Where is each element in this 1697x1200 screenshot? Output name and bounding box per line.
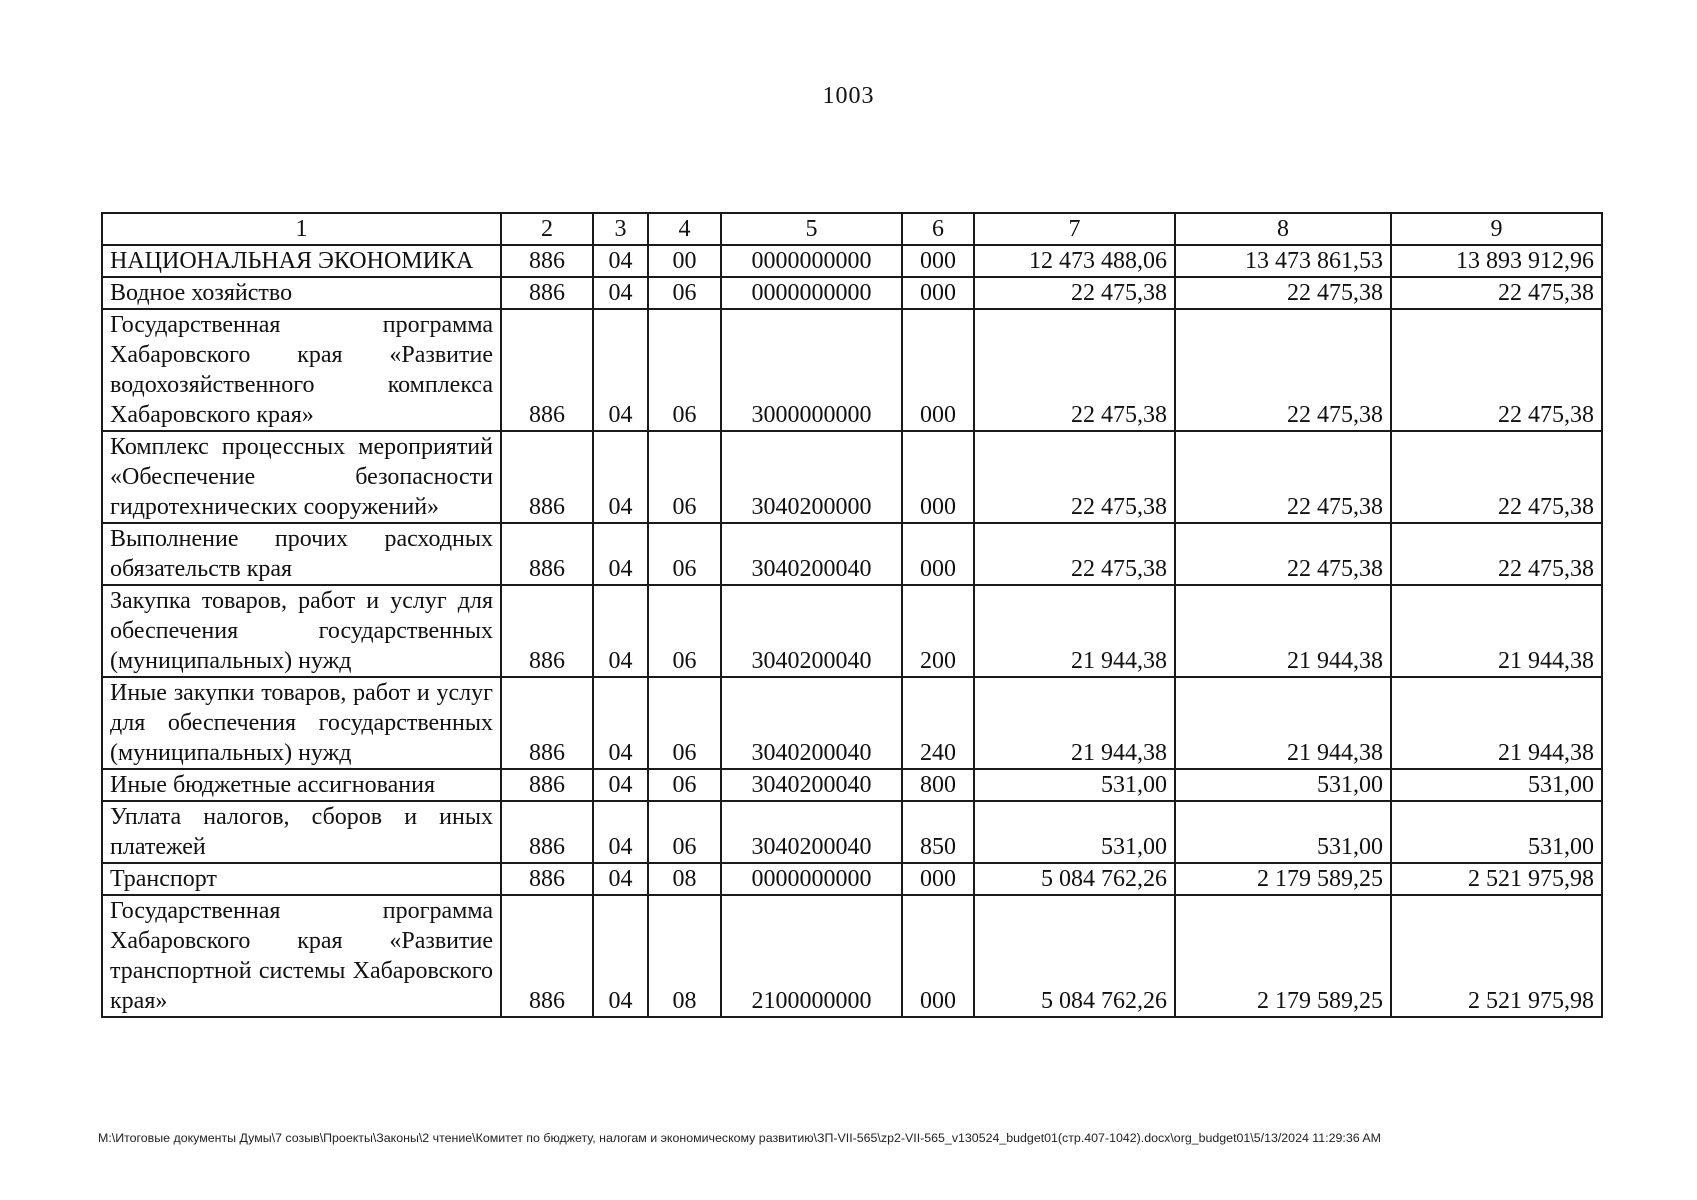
row-amount-cell: 2 521 975,98 [1391, 863, 1602, 895]
row-amount-cell: 2 521 975,98 [1391, 895, 1602, 1017]
table-row [102, 523, 1602, 585]
table-row [102, 431, 1602, 523]
row-code-cell: 3040200040 [721, 677, 902, 769]
row-amount-cell: 531,00 [1391, 769, 1602, 801]
row-code-cell: 08 [648, 895, 721, 1017]
row-code-cell: 0000000000 [721, 245, 902, 277]
row-amount-cell: 22 475,38 [1175, 309, 1391, 431]
row-code-cell: 3000000000 [721, 309, 902, 431]
row-amount-cell: 22 475,38 [1175, 277, 1391, 309]
row-code-cell: 3040200040 [721, 523, 902, 585]
row-amount-cell: 21 944,38 [974, 677, 1175, 769]
row-code-cell: 886 [501, 863, 593, 895]
row-code-cell: 04 [593, 431, 648, 523]
row-code-cell: 3040200040 [721, 585, 902, 677]
row-code-cell: 000 [902, 245, 974, 277]
row-code-cell: 06 [648, 277, 721, 309]
row-amount-cell: 22 475,38 [1175, 431, 1391, 523]
row-amount-cell: 21 944,38 [974, 585, 1175, 677]
row-amount-cell: 21 944,38 [1391, 585, 1602, 677]
row-amount-cell: 22 475,38 [1391, 277, 1602, 309]
row-code-cell: 04 [593, 523, 648, 585]
row-name-cell: Выполнение прочих расходных обязательств края [102, 523, 501, 585]
row-code-cell: 000 [902, 431, 974, 523]
row-code-cell: 06 [648, 801, 721, 863]
row-code-cell: 06 [648, 309, 721, 431]
row-name-cell: Иные бюджетные ассигнования [102, 769, 501, 801]
row-amount-cell: 22 475,38 [1175, 523, 1391, 585]
row-amount-cell: 2 179 589,25 [1175, 895, 1391, 1017]
row-code-cell: 800 [902, 769, 974, 801]
table-row [102, 677, 1602, 769]
table-row [102, 895, 1602, 1017]
row-amount-cell: 22 475,38 [974, 523, 1175, 585]
table-row [102, 801, 1602, 863]
row-code-cell: 886 [501, 677, 593, 769]
row-amount-cell: 22 475,38 [1391, 431, 1602, 523]
table-row [102, 309, 1602, 431]
row-code-cell: 04 [593, 801, 648, 863]
row-code-cell: 0000000000 [721, 277, 902, 309]
table-row [102, 245, 1602, 277]
row-code-cell: 886 [501, 245, 593, 277]
table-row [102, 585, 1602, 677]
row-code-cell: 240 [902, 677, 974, 769]
row-code-cell: 000 [902, 863, 974, 895]
row-amount-cell: 13 893 912,96 [1391, 245, 1602, 277]
row-code-cell: 04 [593, 895, 648, 1017]
row-name-cell: Уплата налогов, сборов и иных платежей [102, 801, 501, 863]
row-code-cell: 04 [593, 309, 648, 431]
row-code-cell: 886 [501, 523, 593, 585]
row-code-cell: 886 [501, 309, 593, 431]
row-code-cell: 08 [648, 863, 721, 895]
row-code-cell: 000 [902, 523, 974, 585]
row-amount-cell: 22 475,38 [974, 431, 1175, 523]
row-code-cell: 886 [501, 585, 593, 677]
row-code-cell: 06 [648, 585, 721, 677]
row-code-cell: 850 [902, 801, 974, 863]
row-amount-cell: 2 179 589,25 [1175, 863, 1391, 895]
header-cell: 8 [1175, 213, 1391, 245]
row-code-cell: 886 [501, 277, 593, 309]
row-name-cell: НАЦИОНАЛЬНАЯ ЭКОНОМИКА [102, 245, 501, 277]
row-name-cell: Водное хозяйство [102, 277, 501, 309]
row-amount-cell: 12 473 488,06 [974, 245, 1175, 277]
row-code-cell: 000 [902, 277, 974, 309]
row-name-cell: Комплекс процессных мероприятий «Обеспечение безопасности гидротехнических сооружений» [102, 431, 501, 523]
header-cell: 2 [501, 213, 593, 245]
row-code-cell: 886 [501, 431, 593, 523]
row-code-cell: 3040200000 [721, 431, 902, 523]
table-row [102, 277, 1602, 309]
header-cell: 7 [974, 213, 1175, 245]
row-name-cell: Транспорт [102, 863, 501, 895]
row-code-cell: 04 [593, 585, 648, 677]
row-amount-cell: 531,00 [974, 801, 1175, 863]
row-code-cell: 886 [501, 769, 593, 801]
row-code-cell: 000 [902, 309, 974, 431]
row-code-cell: 000 [902, 895, 974, 1017]
row-amount-cell: 22 475,38 [974, 309, 1175, 431]
row-code-cell: 3040200040 [721, 801, 902, 863]
row-amount-cell: 22 475,38 [1391, 523, 1602, 585]
header-cell: 1 [102, 213, 501, 245]
row-name-cell: Государственная программа Хабаровского края «Развитие водохозяйственного комплекса Хабаровского края» [102, 309, 501, 431]
header-cell: 3 [593, 213, 648, 245]
row-code-cell: 2100000000 [721, 895, 902, 1017]
row-code-cell: 06 [648, 769, 721, 801]
row-code-cell: 06 [648, 523, 721, 585]
row-code-cell: 0000000000 [721, 863, 902, 895]
budget-table [101, 212, 1603, 1018]
header-cell: 9 [1391, 213, 1602, 245]
row-code-cell: 3040200040 [721, 769, 902, 801]
row-code-cell: 886 [501, 801, 593, 863]
row-amount-cell: 531,00 [1391, 801, 1602, 863]
table-header-row [102, 213, 1602, 245]
header-cell: 4 [648, 213, 721, 245]
footer-file-path: М:\Итоговые документы Думы\7 созыв\Проекты\Законы\2 чтение\Комитет по бюджету, налогам и экономическому развитию\ЗП-VII-565\zp2-VII-565_v130524_budget01(стр.407-1042).docx\org_budget01\5/13/2024 11:29:36 AM [98, 1131, 1381, 1145]
row-amount-cell: 21 944,38 [1175, 677, 1391, 769]
row-amount-cell: 531,00 [1175, 769, 1391, 801]
row-amount-cell: 21 944,38 [1391, 677, 1602, 769]
header-cell: 6 [902, 213, 974, 245]
row-code-cell: 00 [648, 245, 721, 277]
row-code-cell: 04 [593, 769, 648, 801]
row-name-cell: Иные закупки товаров, работ и услуг для обеспечения государственных (муниципальных) нужд [102, 677, 501, 769]
row-amount-cell: 21 944,38 [1175, 585, 1391, 677]
row-amount-cell: 22 475,38 [974, 277, 1175, 309]
row-code-cell: 04 [593, 677, 648, 769]
page-number: 1003 [822, 83, 875, 109]
row-amount-cell: 13 473 861,53 [1175, 245, 1391, 277]
row-name-cell: Государственная программа Хабаровского края «Развитие транспортной системы Хабаровского края» [102, 895, 501, 1017]
row-amount-cell: 531,00 [1175, 801, 1391, 863]
header-cell: 5 [721, 213, 902, 245]
row-code-cell: 04 [593, 277, 648, 309]
row-code-cell: 04 [593, 245, 648, 277]
row-amount-cell: 22 475,38 [1391, 309, 1602, 431]
row-amount-cell: 531,00 [974, 769, 1175, 801]
row-amount-cell: 5 084 762,26 [974, 863, 1175, 895]
table-row [102, 863, 1602, 895]
row-code-cell: 06 [648, 431, 721, 523]
table-row [102, 769, 1602, 801]
row-code-cell: 04 [593, 863, 648, 895]
row-code-cell: 200 [902, 585, 974, 677]
row-code-cell: 886 [501, 895, 593, 1017]
row-name-cell: Закупка товаров, работ и услуг для обеспечения государственных (муниципальных) нужд [102, 585, 501, 677]
row-amount-cell: 5 084 762,26 [974, 895, 1175, 1017]
row-code-cell: 06 [648, 677, 721, 769]
